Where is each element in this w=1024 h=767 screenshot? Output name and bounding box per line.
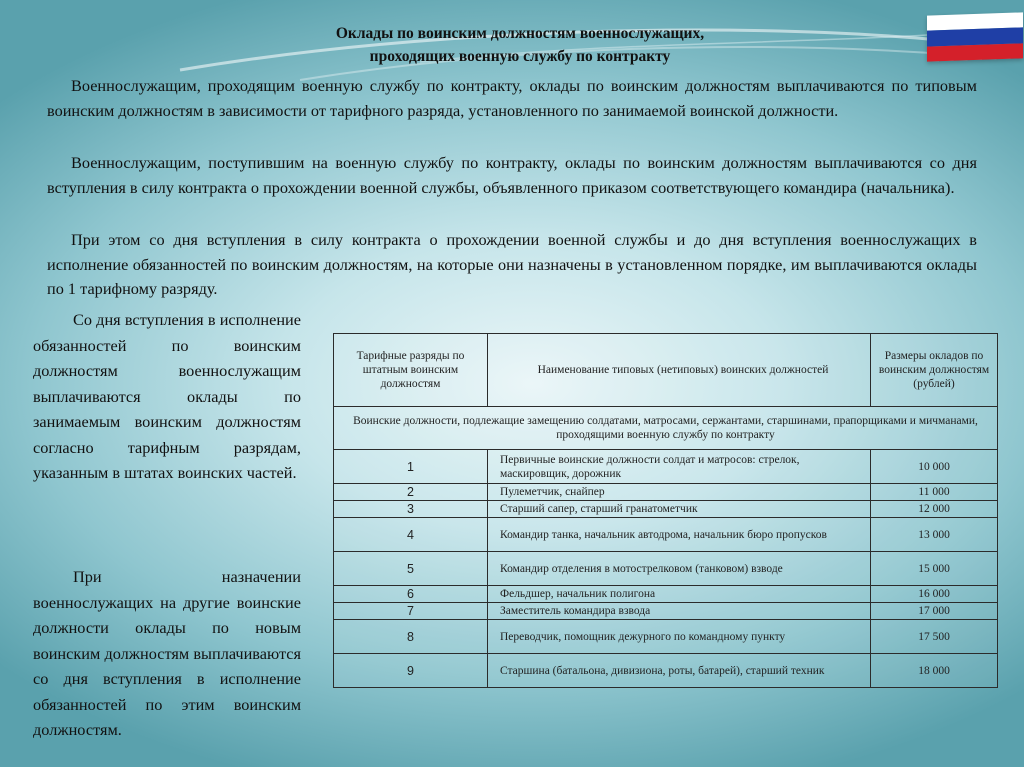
table-row [334, 450, 998, 484]
position-cell: Командир отделения в мотострелковом (танковом) взводе [488, 552, 871, 586]
header-rank: Тарифные разряды по штатным воинским должностям [334, 334, 488, 407]
rank-cell: 1 [334, 450, 488, 484]
title-line-1: Оклады по воинским должностям военнослужащих, [335, 25, 705, 42]
salary-cell: 11 000 [871, 484, 998, 501]
salary-cell: 17 000 [871, 603, 998, 620]
position-cell: Фельдшер, начальник полигона [488, 586, 871, 603]
position-cell: Пулеметчик, снайпер [488, 484, 871, 501]
rank-cell: 6 [334, 586, 488, 603]
table-row [334, 518, 998, 552]
salary-cell: 12 000 [871, 501, 998, 518]
side-paragraph-2: При назначении военнослужащих на другие воинские должности оклады по новым воинским должностям выплачиваются со дня вступления в исполнение обязанностей по этим воинским должностям. [33, 567, 301, 739]
rank-cell: 3 [334, 501, 488, 518]
side-paragraph-1: Со дня вступления в исполнение обязанностей по воинским должностям военнослужащим выплачиваются оклады по занимаемым воинским должностям согласно тарифным разрядам, указанным в штатах воинских частей. [33, 310, 301, 482]
salary-table [333, 333, 998, 688]
table-group-row [334, 407, 998, 450]
rank-cell: 8 [334, 620, 488, 654]
salary-cell: 13 000 [871, 518, 998, 552]
paragraph-1: Военнослужащим, проходящим военную службу по контракту, оклады по воинским должностям выплачиваются по типовым воинским должностям в зависимости от тарифного разряда, установленного по занимаемой воинской должности. [47, 76, 977, 120]
rank-cell: 7 [334, 603, 488, 620]
table-row [334, 484, 998, 501]
rank-cell: 4 [334, 518, 488, 552]
title-line-2: проходящих военную службу по контракту [369, 48, 671, 65]
position-cell: Старший сапер, старший гранатометчик [488, 501, 871, 518]
page-title [150, 22, 890, 68]
salary-cell: 17 500 [871, 620, 998, 654]
table-row [334, 654, 998, 688]
rank-cell: 2 [334, 484, 488, 501]
russian-flag-icon [927, 12, 1023, 61]
rank-cell: 5 [334, 552, 488, 586]
rank-cell: 9 [334, 654, 488, 688]
position-cell: Первичные воинские должности солдат и матросов: стрелок, маскировщик, дорожник [488, 450, 871, 484]
table-row [334, 620, 998, 654]
paragraph-2: Военнослужащим, поступившим на военную службу по контракту, оклады по воинским должностям выплачиваются со дня вступления в силу контракта о прохождении военной службы, объявленного приказом соответствующего командира (начальника). [47, 153, 977, 197]
position-cell: Старшина (батальона, дивизиона, роты, батарей), старший техник [488, 654, 871, 688]
table-row [334, 552, 998, 586]
group-caption: Воинские должности, подлежащие замещению солдатами, матросами, сержантами, старшинами, прапорщиками и мичманами, проходящими военную службу по контракту [334, 407, 998, 450]
header-salary: Размеры окладов по воинским должностям (рублей) [871, 334, 998, 407]
header-position: Наименование типовых (нетиповых) воинских должностей [488, 334, 871, 407]
salary-cell: 16 000 [871, 586, 998, 603]
salary-cell: 18 000 [871, 654, 998, 688]
position-cell: Заместитель командира взвода [488, 603, 871, 620]
table-row [334, 501, 998, 518]
table-row [334, 586, 998, 603]
table-header-row [334, 334, 998, 407]
table-row [334, 603, 998, 620]
position-cell: Переводчик, помощник дежурного по командному пункту [488, 620, 871, 654]
salary-cell: 15 000 [871, 552, 998, 586]
paragraph-3: При этом со дня вступления в силу контракта о прохождении военной службы и до дня вступления военнослужащих в исполнение обязанностей по воинским должностям, на которые они назначены в установленном порядке, им выплачиваются оклады по 1 тарифному разряду. [47, 230, 977, 298]
salary-cell: 10 000 [871, 450, 998, 484]
position-cell: Командир танка, начальник автодрома, начальник бюро пропусков [488, 518, 871, 552]
